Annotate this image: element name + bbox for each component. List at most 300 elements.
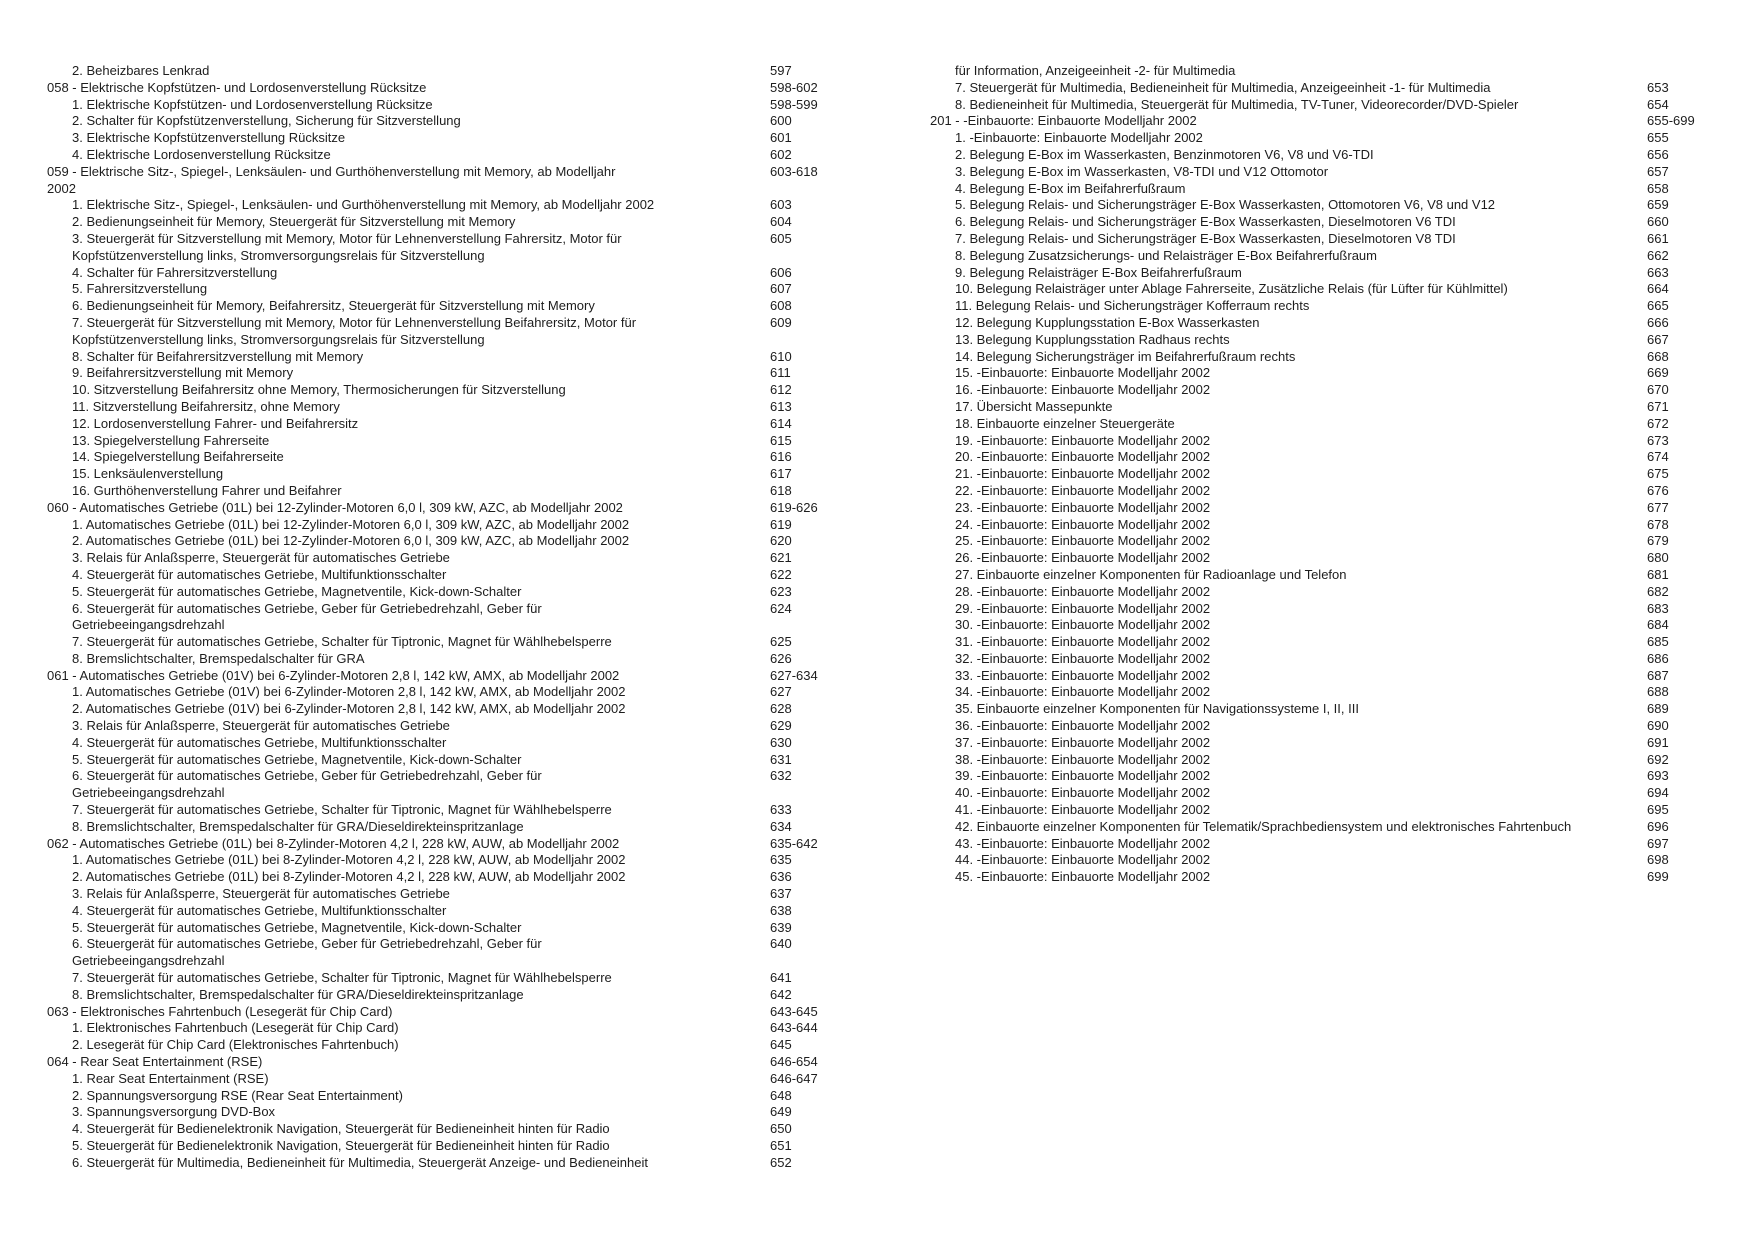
entry-page-number: 624: [770, 600, 792, 616]
entry-title: [930, 281, 1720, 298]
entry-line: 1. Elektrische Kopfstützen- und Lordosenverstellung Rücksitze: [72, 96, 433, 112]
toc-entry: [47, 1088, 837, 1105]
toc-entry: [930, 869, 1720, 886]
entry-title: [930, 668, 1720, 685]
entry-line: 3. Relais für Anlaßsperre, Steuergerät für automatisches Getriebe: [72, 886, 450, 902]
entry-title: [930, 315, 1720, 332]
entry-page-number: 685: [1647, 634, 1669, 650]
toc-entry: [930, 634, 1720, 651]
toc-entry: [930, 601, 1720, 618]
entry-page-number: 620: [770, 533, 792, 549]
toc-entry: [47, 382, 837, 399]
entry-title: [930, 449, 1720, 466]
entry-line: 11. Belegung Relais- und Sicherungsträger Kofferraum rechts: [955, 298, 1310, 314]
entry-title: [930, 785, 1720, 802]
entry-page-number: 611: [770, 365, 791, 381]
toc-entry: [47, 1155, 837, 1172]
entry-line: 5. Fahrersitzverstellung: [72, 281, 208, 297]
toc-entry: [930, 80, 1720, 97]
toc-entry: [930, 349, 1720, 366]
entry-page-number: 683: [1647, 600, 1669, 616]
entry-page-number: 667: [1647, 331, 1669, 347]
entry-line-continuation: Getriebeeingangsdrehzahl: [72, 617, 225, 633]
entry-line: 6. Steuergerät für Multimedia, Bedieneinheit für Multimedia, Steuergerät Anzeige- und Bedieneinheit: [72, 1154, 648, 1170]
entry-page-number: 659: [1647, 197, 1669, 213]
entry-page-number: 690: [1647, 718, 1669, 734]
toc-entry: [47, 63, 837, 80]
entry-title: [47, 1054, 837, 1071]
toc-entry: [47, 718, 837, 735]
toc-entry: [930, 466, 1720, 483]
entry-page-number: 671: [1647, 398, 1669, 414]
toc-entry: [930, 113, 1720, 130]
toc-entry: [930, 382, 1720, 399]
toc-entry: [47, 265, 837, 282]
entry-title: [47, 735, 837, 752]
entry-page-number: 684: [1647, 617, 1669, 633]
toc-entry: [47, 1020, 837, 1037]
entry-title: [47, 349, 837, 366]
entry-line: 8. Bremslichtschalter, Bremspedalschalter für GRA/Dieseldirekteinspritzanlage: [72, 986, 524, 1002]
entry-line: 1. Automatisches Getriebe (01L) bei 8-Zylinder-Motoren 4,2 l, 228 kW, AUW, ab Modelljahr 2002: [72, 852, 626, 868]
toc-entry: [47, 684, 837, 701]
entry-page-number: 697: [1647, 835, 1669, 851]
entry-page-number: 619-626: [770, 499, 818, 515]
entry-line: 43. -Einbauorte: Einbauorte Modelljahr 2002: [955, 835, 1211, 851]
entry-title: [47, 533, 837, 550]
entry-line: 2. Lesegerät für Chip Card (Elektronisches Fahrtenbuch): [72, 1037, 399, 1053]
entry-page-number: 637: [770, 886, 792, 902]
toc-entry: [930, 416, 1720, 433]
toc-entry: [47, 298, 837, 315]
toc-entry: [930, 718, 1720, 735]
entry-line: 8. Belegung Zusatzsicherungs- und Relaisträger E-Box Beifahrerfußraum: [955, 247, 1377, 263]
entry-page-number: 672: [1647, 415, 1669, 431]
entry-title: [930, 735, 1720, 752]
toc-entry: [47, 584, 837, 601]
entry-page-number: 623: [770, 583, 792, 599]
entry-line: 40. -Einbauorte: Einbauorte Modelljahr 2002: [955, 785, 1211, 801]
entry-line: 5. Steuergerät für Bedienelektronik Navigation, Steuergerät für Bedieneinheit hinten für Radio: [72, 1138, 610, 1153]
entry-line-continuation: Kopfstützenverstellung links, Stromversorgungsrelais für Sitzverstellung: [72, 247, 485, 263]
entry-line: 2. Spannungsversorgung RSE (Rear Seat Entertainment): [72, 1087, 403, 1103]
entry-title: [47, 903, 837, 920]
entry-title: [47, 567, 837, 584]
entry-page-number: 636: [770, 869, 792, 885]
toc-entry: [47, 416, 837, 433]
entry-title: [47, 684, 837, 701]
entry-line: 059 - Elektrische Sitz-, Spiegel-, Lenksäulen- und Gurthöhenverstellung mit Memory, ab Modelljahr: [47, 163, 616, 179]
entry-line: 8. Bedieneinheit für Multimedia, Steuergerät für Multimedia, TV-Tuner, Videorecorder/DVD-Spieler: [955, 96, 1519, 112]
toc-entry: [47, 281, 837, 298]
entry-title: [47, 500, 837, 517]
entry-page-number: 645: [770, 1037, 792, 1053]
entry-page-number: 673: [1647, 432, 1669, 448]
toc-entry: [47, 1121, 837, 1138]
entry-line: 18. Einbauorte einzelner Steuergeräte: [955, 415, 1175, 431]
entry-page-number: 661: [1647, 230, 1669, 246]
entry-title: [47, 265, 837, 282]
toc-entry: [47, 668, 837, 685]
entry-page-number: 695: [1647, 802, 1669, 818]
toc-entry: [47, 852, 837, 869]
entry-title: [47, 936, 837, 970]
entry-page-number: 642: [770, 986, 792, 1002]
entry-title: [930, 147, 1720, 164]
entry-title: [47, 517, 837, 534]
entry-page-number: 607: [770, 281, 792, 297]
entry-page-number: 646-647: [770, 1070, 818, 1086]
entry-line: 32. -Einbauorte: Einbauorte Modelljahr 2002: [955, 650, 1211, 666]
entry-line: 7. Belegung Relais- und Sicherungsträger E-Box Wasserkasten, Dieselmotoren V8 TDI: [955, 230, 1456, 246]
entry-title: [47, 802, 837, 819]
toc-entry: [930, 231, 1720, 248]
entry-line: 19. -Einbauorte: Einbauorte Modelljahr 2002: [955, 432, 1211, 448]
entry-title: [930, 265, 1720, 282]
toc-entry: [930, 214, 1720, 231]
entry-line: 15. Lenksäulenverstellung: [72, 466, 224, 482]
entry-page-number: 605: [770, 230, 792, 246]
toc-entry: [930, 130, 1720, 147]
entry-page-number: 617: [770, 466, 792, 482]
entry-line: 3. Elektrische Kopfstützenverstellung Rücksitze: [72, 130, 346, 146]
entry-page-number: 686: [1647, 650, 1669, 666]
entry-line: 35. Einbauorte einzelner Komponenten für Navigationssysteme I, II, III: [955, 701, 1359, 717]
entry-page-number: 643-645: [770, 1003, 818, 1019]
entry-page-number: 680: [1647, 550, 1669, 566]
entry-line: 31. -Einbauorte: Einbauorte Modelljahr 2002: [955, 634, 1211, 650]
entry-line: 2. Bedienungseinheit für Memory, Steuergerät für Sitzverstellung mit Memory: [72, 214, 516, 230]
entry-title: [930, 500, 1720, 517]
entry-title: [930, 63, 1720, 80]
toc-entry: [47, 197, 837, 214]
entry-line: 4. Schalter für Fahrersitzverstellung: [72, 264, 278, 280]
entry-line: 10. Sitzverstellung Beifahrersitz ohne Memory, Thermosicherungen für Sitzverstellung: [72, 382, 566, 398]
toc-entry: [47, 903, 837, 920]
entry-line: 39. -Einbauorte: Einbauorte Modelljahr 2002: [955, 768, 1211, 784]
toc-entry: [47, 601, 837, 635]
entry-title: [930, 836, 1720, 853]
entry-line-continuation: Getriebeeingangsdrehzahl: [72, 953, 225, 969]
entry-title: [47, 1071, 837, 1088]
entry-title: [930, 533, 1720, 550]
entry-title: [47, 416, 837, 433]
entry-page-number: 597: [770, 63, 792, 78]
entry-page-number: 692: [1647, 751, 1669, 767]
toc-entry: [930, 399, 1720, 416]
entry-line: 14. Belegung Sicherungsträger im Beifahrerfußraum rechts: [955, 348, 1296, 364]
toc-entry: [47, 752, 837, 769]
entry-title: [47, 197, 837, 214]
entry-title: [47, 382, 837, 399]
toc-entry: [47, 869, 837, 886]
entry-page-number: 669: [1647, 365, 1669, 381]
entry-line: 201 - -Einbauorte: Einbauorte Modelljahr 2002: [930, 113, 1197, 129]
entry-page-number: 656: [1647, 146, 1669, 162]
entry-page-number: 627: [770, 684, 792, 700]
entry-page-number: 646-654: [770, 1054, 818, 1070]
entry-page-number: 615: [770, 432, 792, 448]
toc-entry: [47, 449, 837, 466]
entry-page-number: 652: [770, 1154, 792, 1170]
entry-page-number: 655-699: [1647, 113, 1695, 129]
entry-title: [930, 634, 1720, 651]
entry-line: 10. Belegung Relaisträger unter Ablage Fahrerseite, Zusätzliche Relais (für Lüfter für Kühlmittel): [955, 281, 1508, 297]
entry-page-number: 635: [770, 852, 792, 868]
entry-line: 4. Steuergerät für automatisches Getriebe, Multifunktionsschalter: [72, 566, 447, 582]
entry-line: 1. Automatisches Getriebe (01L) bei 12-Zylinder-Motoren 6,0 l, 309 kW, AZC, ab Modelljahr 2002: [72, 516, 630, 532]
entry-title: [930, 483, 1720, 500]
entry-page-number: 662: [1647, 247, 1669, 263]
toc-entry: [47, 533, 837, 550]
entry-line: 3. Spannungsversorgung DVD-Box: [72, 1104, 276, 1120]
entry-title: [47, 668, 837, 685]
entry-page-number: 688: [1647, 684, 1669, 700]
entry-page-number: 604: [770, 214, 792, 230]
entry-title: [47, 1121, 837, 1138]
toc-entry: [930, 567, 1720, 584]
entry-title: [47, 433, 837, 450]
toc-entry: [47, 231, 837, 265]
entry-line: 6. Belegung Relais- und Sicherungsträger E-Box Wasserkasten, Dieselmotoren V6 TDI: [955, 214, 1456, 230]
toc-entry: [930, 197, 1720, 214]
entry-title: [47, 768, 837, 802]
entry-page-number: 598-599: [770, 96, 818, 112]
entry-line: 24. -Einbauorte: Einbauorte Modelljahr 2002: [955, 516, 1211, 532]
entry-title: [47, 1004, 837, 1021]
entry-title: [47, 634, 837, 651]
entry-line: 9. Belegung Relaisträger E-Box Beifahrerfußraum: [955, 264, 1242, 280]
toc-entry: [47, 214, 837, 231]
toc-entry: [930, 701, 1720, 718]
entry-page-number: 634: [770, 818, 792, 834]
entry-title: [47, 718, 837, 735]
entry-title: [47, 231, 837, 265]
entry-page-number: 655: [1647, 130, 1669, 146]
entry-line: 2. Belegung E-Box im Wasserkasten, Benzinmotoren V6, V8 und V6-TDI: [955, 146, 1374, 162]
entry-title: [930, 399, 1720, 416]
entry-title: [930, 852, 1720, 869]
toc-entry: [930, 97, 1720, 114]
entry-page-number: 648: [770, 1087, 792, 1103]
entry-line: 21. -Einbauorte: Einbauorte Modelljahr 2002: [955, 466, 1211, 482]
entry-line: 4. Belegung E-Box im Beifahrerfußraum: [955, 180, 1186, 196]
entry-line: 5. Belegung Relais- und Sicherungsträger E-Box Wasserkasten, Ottomotoren V6, V8 und V12: [955, 197, 1496, 213]
entry-line: 062 - Automatisches Getriebe (01L) bei 8-Zylinder-Motoren 4,2 l, 228 kW, AUW, ab Modelljahr 2002: [47, 835, 620, 851]
entry-title: [47, 298, 837, 315]
entry-line: 1. Rear Seat Entertainment (RSE): [72, 1070, 269, 1086]
entry-line: 7. Steuergerät für Multimedia, Bedieneinheit für Multimedia, Anzeigeeinheit -1- für Multimedia: [955, 79, 1491, 95]
entry-title: [47, 63, 837, 80]
entry-line: 064 - Rear Seat Entertainment (RSE): [47, 1054, 263, 1070]
toc-entry: [47, 113, 837, 130]
entry-page-number: 616: [770, 449, 792, 465]
entry-title: [930, 349, 1720, 366]
entry-title: [47, 1104, 837, 1121]
entry-title: [930, 684, 1720, 701]
entry-line: 061 - Automatisches Getriebe (01V) bei 6-Zylinder-Motoren 2,8 l, 142 kW, AMX, ab Modelljahr 2002: [47, 667, 620, 683]
entry-line: 8. Bremslichtschalter, Bremspedalschalter für GRA/Dieseldirekteinspritzanlage: [72, 818, 524, 834]
entry-page-number: 629: [770, 718, 792, 734]
toc-entry: [47, 466, 837, 483]
entry-page-number: 618: [770, 482, 792, 498]
entry-page-number: 696: [1647, 818, 1669, 834]
toc-entry: [47, 970, 837, 987]
entry-page-number: 677: [1647, 499, 1669, 515]
entry-title: [930, 197, 1720, 214]
entry-title: [47, 1020, 837, 1037]
entry-title: [930, 433, 1720, 450]
entry-page-number: 676: [1647, 482, 1669, 498]
toc-entry: [930, 365, 1720, 382]
entry-page-number: 679: [1647, 533, 1669, 549]
entry-page-number: 694: [1647, 785, 1669, 801]
entry-page-number: 600: [770, 113, 792, 129]
entry-title: [47, 1037, 837, 1054]
toc-entry: [47, 1138, 837, 1155]
entry-line: 1. Automatisches Getriebe (01V) bei 6-Zylinder-Motoren 2,8 l, 142 kW, AMX, ab Modelljahr 2002: [72, 684, 626, 700]
entry-title: [930, 80, 1720, 97]
entry-line: 25. -Einbauorte: Einbauorte Modelljahr 2002: [955, 533, 1211, 549]
entry-line: 6. Bedienungseinheit für Memory, Beifahrersitz, Steuergerät für Sitzverstellung mit Memory: [72, 298, 595, 314]
entry-line: 7. Steuergerät für Sitzverstellung mit Memory, Motor für Lehnenverstellung Beifahrersitz, Motor für: [72, 314, 637, 330]
toc-entry: [930, 651, 1720, 668]
entry-page-number: 687: [1647, 667, 1669, 683]
entry-title: [930, 214, 1720, 231]
toc-entry: [930, 449, 1720, 466]
entry-line: 16. Gurthöhenverstellung Fahrer und Beifahrer: [72, 482, 342, 498]
entry-title: [47, 1088, 837, 1105]
toc-entry: [930, 836, 1720, 853]
toc-entry: [930, 517, 1720, 534]
toc-entry: [47, 735, 837, 752]
entry-line: 17. Übersicht Massepunkte: [955, 398, 1113, 414]
entry-title: [930, 130, 1720, 147]
entry-page-number: 625: [770, 634, 792, 650]
entry-page-number: 621: [770, 550, 792, 566]
entry-title: [47, 80, 837, 97]
entry-title: [47, 113, 837, 130]
entry-line: 33. -Einbauorte: Einbauorte Modelljahr 2002: [955, 667, 1211, 683]
entry-page-number: 699: [1647, 869, 1669, 885]
entry-line: 060 - Automatisches Getriebe (01L) bei 12-Zylinder-Motoren 6,0 l, 309 kW, AZC, ab Modelljahr 2002: [47, 499, 623, 515]
entry-title: [47, 886, 837, 903]
toc-entry: [47, 634, 837, 651]
entry-page-number: 693: [1647, 768, 1669, 784]
entry-title: [47, 970, 837, 987]
toc-entry: [47, 517, 837, 534]
entry-line-continuation: 2002: [47, 180, 76, 196]
entry-title: [47, 852, 837, 869]
entry-title: [930, 617, 1720, 634]
entry-line: 30. -Einbauorte: Einbauorte Modelljahr 2002: [955, 617, 1211, 633]
toc-entry: [47, 80, 837, 97]
entry-title: [47, 1138, 837, 1155]
entry-page-number: 657: [1647, 163, 1669, 179]
toc-entry: [930, 500, 1720, 517]
toc-entry: [47, 819, 837, 836]
entry-page-number: 658: [1647, 180, 1669, 196]
toc-entry: [930, 735, 1720, 752]
toc-entry: [930, 852, 1720, 869]
toc-entry: [47, 1037, 837, 1054]
entry-title: [930, 718, 1720, 735]
toc-entry: [47, 550, 837, 567]
entry-line-continuation: Getriebeeingangsdrehzahl: [72, 785, 225, 801]
toc-entry: [47, 483, 837, 500]
entry-line-continuation: Kopfstützenverstellung links, Stromversorgungsrelais für Sitzverstellung: [72, 331, 485, 347]
entry-title: [47, 836, 837, 853]
entry-line: 13. Spiegelverstellung Fahrerseite: [72, 432, 270, 448]
entry-page-number: 666: [1647, 314, 1669, 330]
entry-line: 36. -Einbauorte: Einbauorte Modelljahr 2002: [955, 718, 1211, 734]
entry-line: für Information, Anzeigeeinheit -2- für Multimedia: [955, 63, 1236, 78]
entry-title: [930, 113, 1720, 130]
entry-line: 41. -Einbauorte: Einbauorte Modelljahr 2002: [955, 802, 1211, 818]
entry-title: [47, 399, 837, 416]
entry-title: [47, 869, 837, 886]
entry-page-number: 602: [770, 146, 792, 162]
toc-entry: [930, 147, 1720, 164]
toc-entry: [47, 164, 837, 198]
toc-entry: [47, 1004, 837, 1021]
entry-page-number: 663: [1647, 264, 1669, 280]
entry-title: [47, 1155, 837, 1172]
entry-line: 5. Steuergerät für automatisches Getriebe, Magnetventile, Kick-down-Schalter: [72, 583, 522, 599]
entry-page-number: 639: [770, 919, 792, 935]
entry-title: [47, 819, 837, 836]
entry-page-number: 660: [1647, 214, 1669, 230]
entry-line: 20. -Einbauorte: Einbauorte Modelljahr 2002: [955, 449, 1211, 465]
entry-line: 22. -Einbauorte: Einbauorte Modelljahr 2002: [955, 482, 1211, 498]
toc-entry: [47, 1071, 837, 1088]
toc-entry: [930, 668, 1720, 685]
toc-column-left: [47, 63, 837, 1172]
entry-title: [930, 97, 1720, 114]
entry-title: [47, 97, 837, 114]
entry-page-number: 631: [770, 751, 792, 767]
entry-page-number: 626: [770, 650, 792, 666]
entry-page-number: 654: [1647, 96, 1669, 112]
entry-title: [47, 281, 837, 298]
toc-entry: [47, 936, 837, 970]
entry-title: [930, 231, 1720, 248]
entry-title: [930, 550, 1720, 567]
entry-page-number: 649: [770, 1104, 792, 1120]
toc-entry: [47, 315, 837, 349]
entry-line: 42. Einbauorte einzelner Komponenten für Telematik/Sprachbediensystem und elektronisches Fahrtenbuch: [955, 818, 1572, 834]
entry-page-number: 601: [770, 130, 792, 146]
toc-entry: [930, 281, 1720, 298]
entry-page-number: 675: [1647, 466, 1669, 482]
entry-line: 1. Elektronisches Fahrtenbuch (Lesegerät für Chip Card): [72, 1020, 399, 1036]
toc-entry: [47, 836, 837, 853]
entry-title: [930, 298, 1720, 315]
entry-page-number: 678: [1647, 516, 1669, 532]
toc-entry: [47, 500, 837, 517]
entry-line: 15. -Einbauorte: Einbauorte Modelljahr 2002: [955, 365, 1211, 381]
entry-line: 37. -Einbauorte: Einbauorte Modelljahr 2002: [955, 734, 1211, 750]
entry-page-number: 691: [1647, 734, 1669, 750]
entry-title: [930, 651, 1720, 668]
entry-line: 2. Automatisches Getriebe (01L) bei 12-Zylinder-Motoren 6,0 l, 309 kW, AZC, ab Modelljahr 2002: [72, 533, 630, 549]
entry-title: [47, 483, 837, 500]
entry-line: 1. -Einbauorte: Einbauorte Modelljahr 2002: [955, 130, 1203, 146]
entry-line: 12. Belegung Kupplungsstation E-Box Wasserkasten: [955, 314, 1260, 330]
entry-page-number: 664: [1647, 281, 1669, 297]
entry-page-number: 650: [770, 1121, 792, 1137]
entry-line: 28. -Einbauorte: Einbauorte Modelljahr 2002: [955, 583, 1211, 599]
